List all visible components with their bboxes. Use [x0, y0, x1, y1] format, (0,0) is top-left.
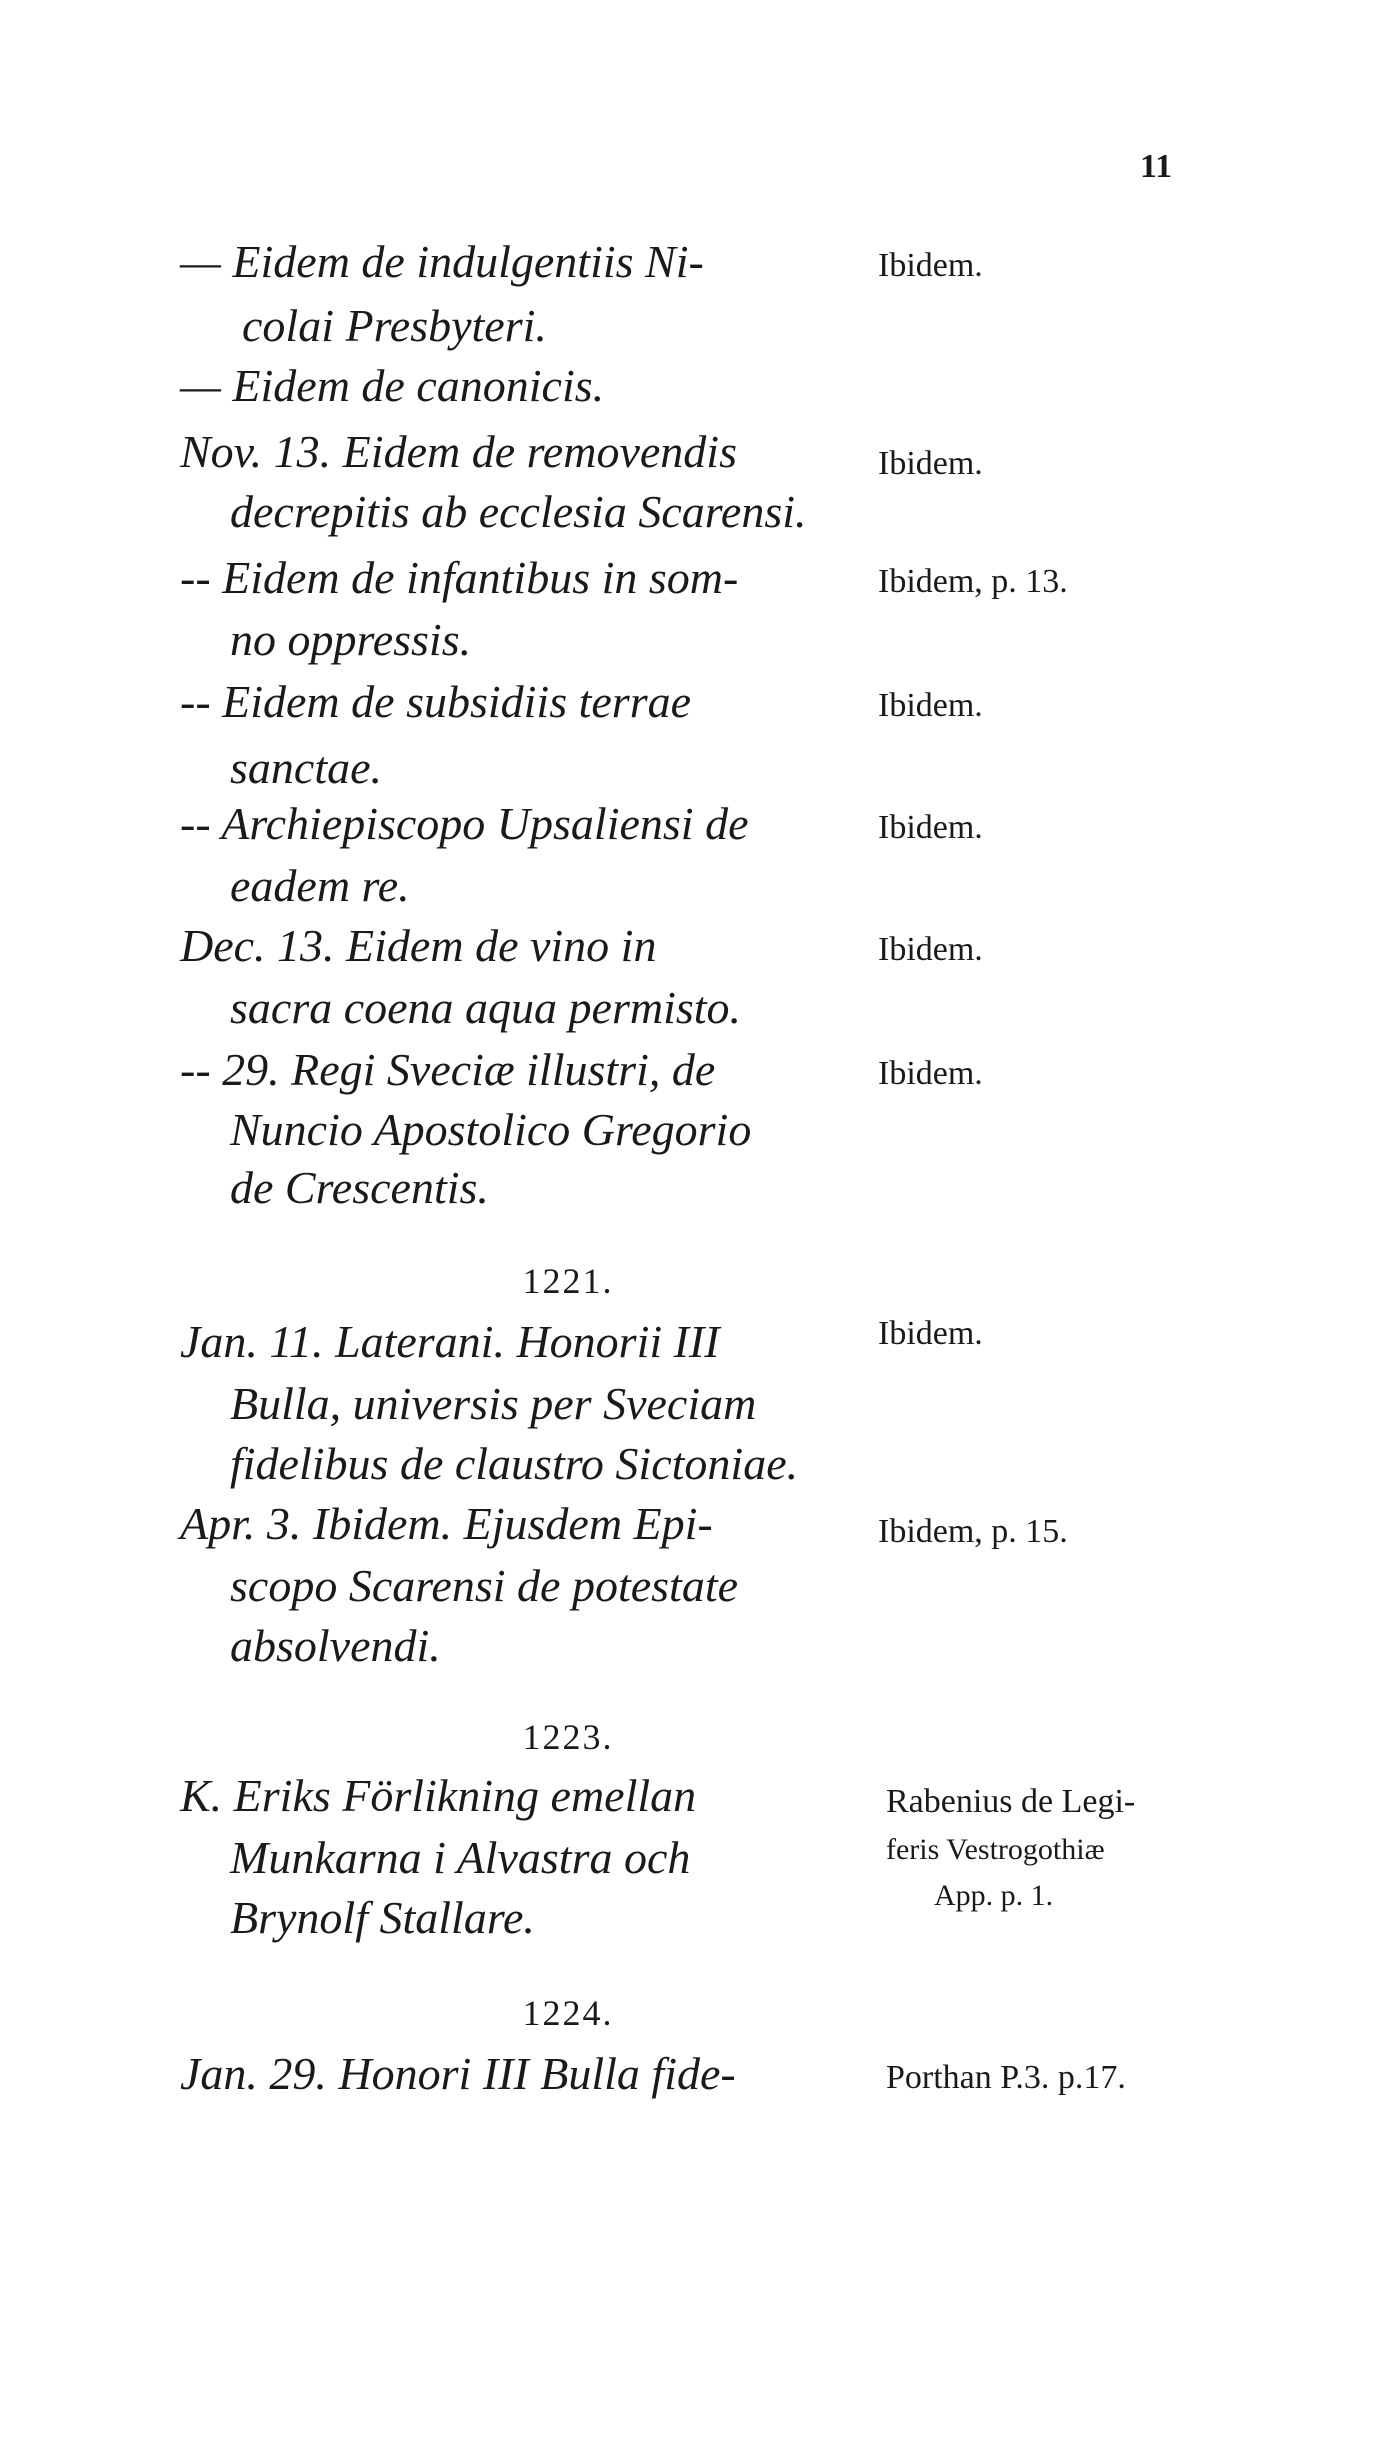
- entry-text: Jan. 29. Honori III Bulla fide-: [180, 2048, 736, 2099]
- entry-text: fidelibus de claustro Sictoniae.: [230, 1438, 799, 1489]
- entry-text: de Crescentis.: [230, 1162, 489, 1213]
- entry-text: Jan. 11. Laterani. Honorii III: [180, 1316, 720, 1367]
- text-line: [0, 548, 1400, 614]
- reference-text: Porthan P.3. p.17.: [886, 2059, 1126, 2096]
- text-line: [0, 1616, 1400, 1682]
- text-line: [0, 1312, 1400, 1378]
- entry-text: sacra coena aqua permisto.: [230, 982, 742, 1033]
- text-line: [0, 1040, 1400, 1106]
- text-line: [0, 978, 1400, 1044]
- text-line: [0, 1828, 1400, 1894]
- reference-text: Rabenius de Legi-: [886, 1783, 1136, 1820]
- reference-text: Ibidem.: [878, 445, 983, 482]
- text-line: [0, 610, 1400, 676]
- entry-text: Brynolf Stallare.: [230, 1892, 535, 1943]
- entry-text: Nuncio Apostolico Gregorio: [230, 1104, 752, 1155]
- entry-text: -- Eidem de subsidiis terrae: [180, 676, 692, 727]
- entry-text: Nov. 13. Eidem de removendis: [180, 426, 737, 477]
- entry-text: decrepitis ab ecclesia Scarensi.: [230, 486, 807, 537]
- year-heading: [0, 1260, 1400, 1302]
- entry-text: — Eidem de indulgentiis Ni-: [180, 236, 704, 287]
- year-1221: 1221.: [522, 1261, 614, 1301]
- text-line: [0, 482, 1400, 548]
- entry-text: -- Archiepiscopo Upsaliensi de: [180, 798, 749, 849]
- text-line: [0, 356, 1400, 422]
- text-line: [0, 1434, 1400, 1500]
- text-line: [0, 1766, 1400, 1832]
- text-line: [0, 422, 1400, 488]
- entry-text: eadem re.: [230, 860, 410, 911]
- entry-text: colai Presbyteri.: [242, 300, 547, 351]
- text-line: [0, 1556, 1400, 1622]
- text-line: [0, 916, 1400, 982]
- reference-text: Ibidem.: [878, 809, 983, 846]
- reference-text: feris Vestrogothiæ: [886, 1833, 1105, 1866]
- reference-text: Ibidem.: [878, 1055, 983, 1092]
- text-line: [0, 1494, 1400, 1560]
- reference-text: Ibidem, p. 13.: [878, 563, 1068, 600]
- entry-text: no oppressis.: [230, 614, 472, 665]
- year-1223: 1223.: [522, 1717, 614, 1757]
- text-line: [0, 2044, 1400, 2110]
- entry-text: — Eidem de canonicis.: [180, 360, 605, 411]
- reference-text: Ibidem.: [878, 931, 983, 968]
- year-heading: [0, 1992, 1400, 2034]
- entry-text: K. Eriks Förlikning emellan: [180, 1770, 697, 1821]
- entry-text: Bulla, universis per Sveciam: [230, 1378, 757, 1429]
- reference-text: Ibidem.: [878, 687, 983, 724]
- text-line: [0, 1374, 1400, 1440]
- entry-text: absolvendi.: [230, 1620, 441, 1671]
- page-number: 11: [1140, 148, 1173, 185]
- entry-text: -- 29. Regi Sveciæ illustri, de: [180, 1044, 716, 1095]
- entry-text: Munkarna i Alvastra och: [230, 1832, 691, 1883]
- text-line: [0, 296, 1400, 362]
- reference-text: Ibidem, p. 15.: [878, 1513, 1068, 1550]
- text-line: [0, 856, 1400, 922]
- reference-text: App. p. 1.: [934, 1879, 1054, 1912]
- year-1224: 1224.: [522, 1993, 614, 2033]
- text-line: [0, 672, 1400, 738]
- entry-text: sanctae.: [230, 742, 383, 793]
- text-line: [0, 1879, 1400, 1954]
- entry-text: -- Eidem de infantibus in som-: [180, 552, 739, 603]
- entry-text: Apr. 3. Ibidem. Ejusdem Epi-: [180, 1498, 713, 1549]
- text-line: [0, 232, 1400, 298]
- reference-text: Ibidem.: [878, 1315, 983, 1352]
- text-line: [0, 1158, 1400, 1224]
- text-line: [0, 1100, 1400, 1166]
- text-line: [0, 794, 1400, 860]
- entry-text: Dec. 13. Eidem de vino in: [180, 920, 657, 971]
- year-heading: [0, 1716, 1400, 1758]
- entry-text: scopo Scarensi de potestate: [230, 1560, 739, 1611]
- reference-text: Ibidem.: [878, 247, 983, 284]
